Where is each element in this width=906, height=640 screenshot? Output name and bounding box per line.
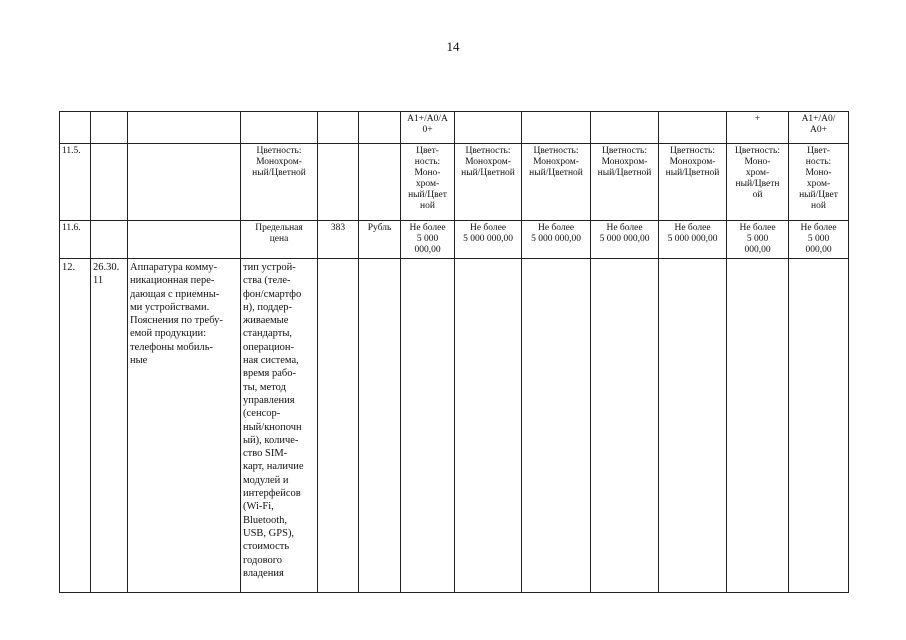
table-cell [727,259,789,593]
table-cell: 383 [318,221,359,259]
table-cell [659,112,727,144]
table-cell [522,112,591,144]
table-cell: Предельная цена [241,221,318,259]
table-cell: Цветность: Монохром- ный/Цветной [522,144,591,221]
specification-table [59,111,849,593]
table-cell: Цветность: Монохром- ный/Цветной [241,144,318,221]
table-cell: Не более 5 000 000,00 [401,221,455,259]
table-cell [91,112,128,144]
table-row [60,112,849,144]
page-number: 14 [446,39,460,54]
table-cell [359,112,401,144]
table-cell: 12. [60,259,91,593]
table-cell: Не более 5 000 000,00 [789,221,849,259]
table-cell [359,144,401,221]
table-cell: Не более 5 000 000,00 [727,221,789,259]
table-cell: + [727,112,789,144]
table-cell: Цветность: Монохром- ный/Цветной [455,144,522,221]
table-cell [91,144,128,221]
table-cell: Не более 5 000 000,00 [455,221,522,259]
table-cell: 11.5. [60,144,91,221]
table-cell: тип устрой- ства (теле- фон/смартфо н), поддер- живаемые стандарты, операцион- ная система, время рабо- ты, метод управления (сенсор- ный/кнопочн ый), количе- ство SIM- карт, наличие модулей и интерфейсов (Wi-Fi, Bluetooth, USB, GPS), стоимость годового владения [241,259,318,593]
table-cell [318,259,359,593]
table-cell: Цвет- ность: Моно- хром- ный/Цвет ной [789,144,849,221]
table-cell [128,221,241,259]
table-cell [359,259,401,593]
table-cell: 26.30. 11 [91,259,128,593]
table-cell [591,112,659,144]
table-cell: Рубль [359,221,401,259]
table-row [60,221,849,259]
table-cell: А1+/А0/ А0+ [789,112,849,144]
table-cell: Не более 5 000 000,00 [522,221,591,259]
table-cell: Цвет- ность: Моно- хром- ный/Цвет ной [401,144,455,221]
table-cell [455,112,522,144]
table-cell [591,259,659,593]
table-cell [128,112,241,144]
table-cell [91,221,128,259]
table-cell: Не более 5 000 000,00 [591,221,659,259]
table-cell [401,259,455,593]
table-cell [789,259,849,593]
table-cell [522,259,591,593]
table-cell: Цветность: Монохром- ный/Цветной [659,144,727,221]
table-cell: 11.6. [60,221,91,259]
table-row [60,259,849,593]
table-cell: А1+/А0/А 0+ [401,112,455,144]
table-row [60,144,849,221]
table-cell [455,259,522,593]
table-cell: Не более 5 000 000,00 [659,221,727,259]
table-cell: Цветность: Монохром- ный/Цветной [591,144,659,221]
table-cell [60,112,91,144]
table-cell: Аппаратура комму- никационная пере- дающая с приемны- ми устройствами. Пояснения по требу- емой продукции: телефоны мобиль- ные [128,259,241,593]
table-cell [318,144,359,221]
table-cell [241,112,318,144]
table-cell [128,144,241,221]
table-cell [318,112,359,144]
table-cell: Цветность: Моно- хром- ный/Цветн ой [727,144,789,221]
table-cell [659,259,727,593]
